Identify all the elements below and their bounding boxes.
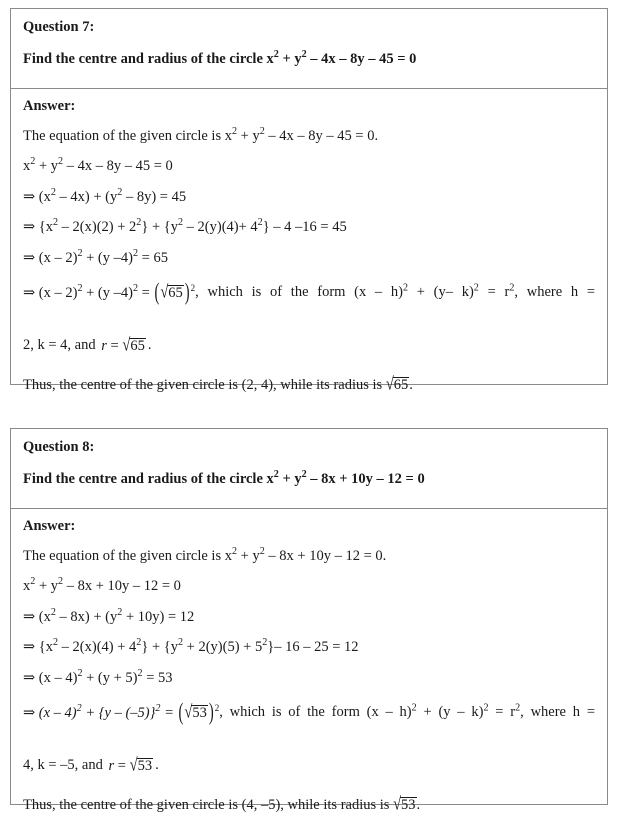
prompt-lead: Find the centre and radius of the circle x (23, 50, 274, 67)
line-sup-2: 2 (137, 667, 143, 679)
answer-line-standard-form (23, 279, 595, 315)
paren-exponent: 2 (190, 283, 196, 294)
parameters-lead: 4, k = –5, and (23, 757, 107, 774)
line-mid: + y (237, 547, 260, 564)
line-tail: + 10y) = 12 (122, 608, 195, 625)
form-tail-mid: + (y – k) (416, 704, 484, 721)
form-tail-sup-1: 2 (402, 282, 409, 294)
question-label-8: Question 8: (23, 439, 95, 455)
conclusion-text: Thus, the centre of the given circle is (2, 4), while its radius is (23, 376, 386, 393)
line-sup-1: 2 (231, 545, 238, 557)
line-sup-1: 2 (231, 125, 238, 137)
right-paren: ) (184, 279, 190, 307)
question-section-7 (11, 9, 607, 89)
square-root-icon (122, 335, 145, 356)
line-sup-4: 2 (262, 637, 268, 649)
math-mid: + (y –4) (82, 285, 133, 301)
line-lead: x (23, 158, 31, 174)
form-tail-end: , where h = (514, 284, 595, 301)
radius-symbol: r (108, 758, 115, 774)
answer-line-step1 (23, 156, 595, 174)
line-tail: – 4x – 8y – 45 = 0. (264, 127, 379, 144)
parameters-lead: 2, k = 4, and (23, 337, 100, 354)
form-tail-sup-2: 2 (483, 702, 489, 714)
line-mid: + y (237, 127, 260, 144)
line-lead: The equation of the given circle is x (23, 127, 232, 144)
right-paren: ) (208, 699, 214, 727)
radical-sign: √ (129, 755, 138, 776)
prompt-mid: + y (278, 50, 302, 67)
radicand: 65 (168, 285, 183, 301)
line-mid: – 2(x)(2) + 2 (58, 219, 137, 235)
question-block-8 (10, 428, 608, 814)
conclusion-period: . (416, 796, 421, 813)
line-sup-2: 2 (58, 156, 64, 168)
radius-equals: = (114, 758, 130, 774)
line-mid-2: } + {y (141, 219, 178, 235)
parameters-period: . (147, 337, 152, 354)
answer-label-7: Answer: (23, 98, 76, 114)
line-sup-1: 2 (30, 576, 36, 588)
radicand: 53 (192, 705, 207, 721)
radical-sign: √ (385, 373, 394, 394)
radicand: 65 (130, 338, 145, 354)
radicand: 65 (393, 376, 409, 393)
answer-line-given (23, 545, 595, 564)
form-tail-sup-1: 2 (411, 702, 417, 714)
radius-symbol: r (101, 338, 107, 354)
line-sup-1: 2 (77, 247, 83, 259)
form-tail-mid: + (y– k) (408, 284, 474, 301)
line-mid: + y (35, 158, 58, 174)
radical-sign: √ (160, 282, 169, 303)
square-root-icon (160, 282, 183, 303)
prompt-sup-1: 2 (273, 468, 279, 480)
question-prompt-8 (23, 468, 595, 487)
line-mid: – 4x) + (y (55, 188, 118, 205)
math-expression-radius (99, 335, 148, 356)
math-lead: ⇒ (x – 4) (23, 705, 77, 721)
line-tail: – 4x – 8y – 45 = 0 (63, 158, 173, 174)
form-tail-eq: = r (488, 704, 516, 721)
prompt-tail: – 4x – 8y – 45 = 0 (306, 50, 417, 67)
line-sup-2: 2 (58, 576, 64, 588)
line-sup-1: 2 (77, 667, 83, 679)
answer-line-step3 (23, 217, 595, 235)
line-sup-1: 2 (50, 606, 56, 618)
line-mid-3: + 2(y)(5) + 5 (183, 639, 263, 655)
square-root-icon (184, 702, 207, 723)
math-sup-1: 2 (77, 283, 83, 295)
math-sup-2: 2 (155, 703, 161, 715)
math-expression-standard-form (23, 279, 196, 307)
line-tail: } – 4 –16 = 45 (262, 219, 347, 235)
answer-line-parameters (23, 335, 595, 356)
math-equals: = (160, 705, 178, 721)
math-expression-standard-form (23, 699, 220, 727)
question-section-8 (11, 429, 607, 509)
form-tail-sup-3: 2 (515, 702, 521, 714)
answer-line-step2 (23, 606, 595, 625)
answer-line-step3 (23, 637, 595, 655)
radicand: 53 (137, 758, 153, 774)
left-paren: ( (154, 279, 160, 307)
answer-label-8: Answer: (23, 518, 76, 534)
line-mid: – 8x) + (y (55, 608, 118, 625)
form-tail-text: , which is of the form (x – h) (219, 704, 412, 721)
line-sup-1: 2 (52, 637, 59, 649)
radical-squared-group (178, 699, 220, 727)
answer-line-parameters (23, 755, 595, 776)
math-sup-1: 2 (76, 703, 82, 715)
line-lead: ⇒ (x (23, 608, 51, 625)
radical-sign: √ (184, 702, 193, 723)
question-label-7: Question 7: (23, 19, 95, 35)
line-sup-4: 2 (257, 217, 263, 229)
line-sup-2: 2 (117, 186, 123, 198)
answer-line-step4 (23, 247, 595, 266)
line-mid-3: – 2(y)(4)+ 4 (183, 219, 258, 235)
answer-line-step1 (23, 576, 595, 594)
math-lead: ⇒ (x – 2) (23, 285, 78, 301)
answer-section-8 (11, 509, 607, 818)
form-tail-end: , where h = (520, 704, 595, 721)
radical-squared-group (153, 279, 196, 307)
conclusion-period: . (409, 376, 413, 393)
form-tail-text: , which is of the form (x – h) (195, 284, 403, 301)
line-sup-3: 2 (177, 637, 184, 649)
left-paren: ( (178, 699, 184, 727)
radical-sign: √ (393, 793, 402, 814)
line-tail: – 8y) = 45 (122, 188, 187, 205)
prompt-mid: + y (278, 470, 302, 487)
line-sup-1: 2 (50, 186, 56, 198)
radicand: 53 (401, 796, 416, 813)
prompt-lead: Find the centre and radius of the circle x (23, 470, 274, 487)
line-lead: ⇒ (x (23, 188, 51, 205)
answer-section-7 (11, 89, 607, 398)
form-tail-sup-2: 2 (473, 282, 479, 294)
line-tail: – 8x + 10y – 12 = 0. (264, 547, 387, 564)
line-tail: = 65 (138, 249, 168, 266)
prompt-sup-2: 2 (301, 48, 307, 60)
math-equals: = (138, 285, 154, 301)
line-sup-2: 2 (117, 606, 123, 618)
prompt-tail: – 8x + 10y – 12 = 0 (306, 470, 425, 487)
line-mid: + (y –4) (82, 249, 133, 266)
square-root-icon (129, 755, 153, 776)
radical-sign: √ (122, 335, 131, 356)
line-lead: The equation of the given circle is x (23, 547, 232, 564)
prompt-sup-2: 2 (301, 468, 307, 480)
line-lead: ⇒ (x – 2) (23, 249, 78, 266)
line-lead: ⇒ (x – 4) (23, 669, 78, 686)
math-sup-2: 2 (132, 283, 139, 295)
parameters-period: . (155, 757, 159, 774)
line-tail: }– 16 – 25 = 12 (267, 639, 359, 655)
radius-equals: = (106, 338, 123, 354)
line-lead: ⇒ {x (23, 639, 53, 655)
line-lead: ⇒ {x (23, 219, 53, 235)
line-sup-1: 2 (30, 156, 36, 168)
line-tail: = 53 (142, 669, 173, 686)
paren-exponent: 2 (214, 703, 220, 714)
form-tail-sup-3: 2 (509, 282, 515, 294)
line-sup-3: 2 (177, 217, 184, 229)
line-lead: x (23, 578, 31, 594)
conclusion-text: Thus, the centre of the given circle is (4, –5), while its radius is (23, 796, 394, 813)
math-expression-radius (107, 755, 156, 776)
square-root-icon (393, 793, 416, 814)
line-mid: – 2(x)(4) + 4 (58, 639, 137, 655)
answer-line-conclusion (23, 373, 595, 394)
question-block-7 (10, 8, 608, 394)
question-prompt-7 (23, 48, 595, 67)
answer-line-step4 (23, 667, 595, 686)
line-sup-2: 2 (136, 217, 142, 229)
answer-line-standard-form (23, 699, 595, 735)
line-sup-2: 2 (132, 247, 139, 259)
square-root-icon (385, 373, 409, 394)
line-sup-1: 2 (52, 217, 59, 229)
line-mid: + y (35, 578, 58, 594)
line-sup-2: 2 (259, 125, 265, 137)
line-sup-2: 2 (259, 545, 265, 557)
line-mid: + (y + 5) (82, 669, 138, 686)
line-sup-2: 2 (136, 637, 142, 649)
prompt-sup-1: 2 (273, 48, 279, 60)
form-tail-eq: = r (478, 284, 510, 301)
line-mid-2: } + {y (141, 639, 178, 655)
line-tail: – 8x + 10y – 12 = 0 (63, 578, 181, 594)
answer-line-step2 (23, 186, 595, 205)
answer-line-given (23, 125, 595, 144)
math-mid: + {y – (–5)} (81, 705, 156, 721)
answer-line-conclusion (23, 793, 595, 814)
